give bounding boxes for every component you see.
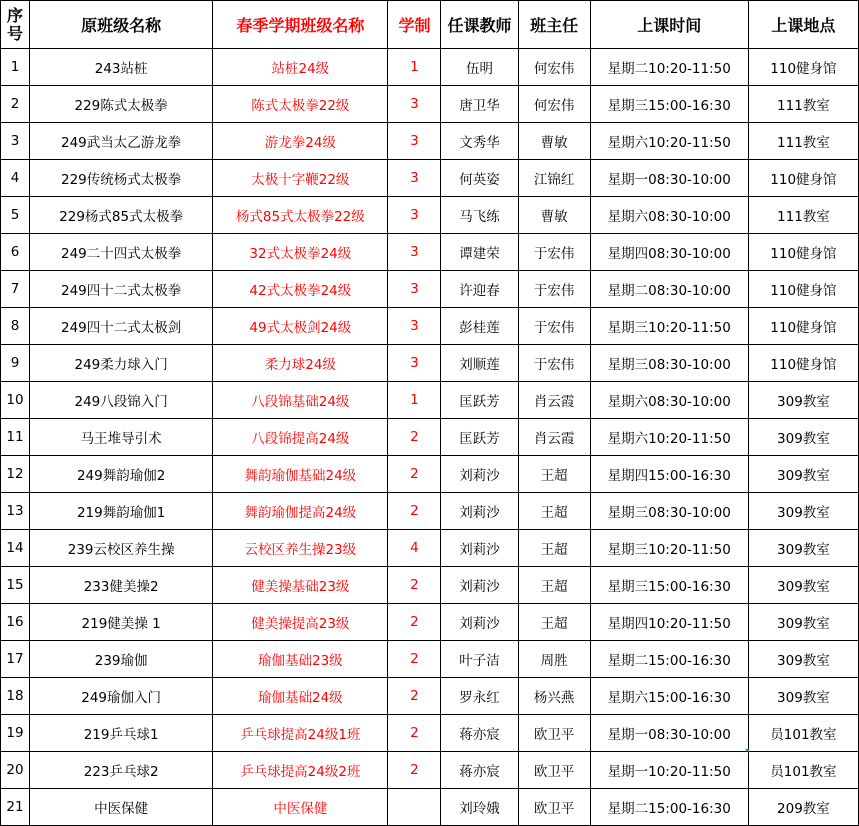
cell-teacher[interactable]: 刘顺莲 (441, 345, 518, 382)
header-teacher: 任课教师 (441, 1, 518, 49)
cell-spring-name[interactable]: 舞韵瑜伽基础24级 (213, 456, 388, 493)
cell-original-name[interactable]: 249柔力球入门 (30, 345, 213, 382)
cell-head-teacher[interactable]: 于宏伟 (518, 308, 590, 345)
cell-location[interactable]: 309教室 (748, 419, 858, 456)
cell-spring-name[interactable]: 42式太极拳24级 (213, 271, 388, 308)
cell-term[interactable] (388, 789, 441, 826)
cell-head-teacher[interactable]: 于宏伟 (518, 234, 590, 271)
cell-term[interactable]: 3 (388, 160, 441, 197)
cell-term[interactable]: 2 (388, 715, 441, 752)
cell-time[interactable]: 星期二08:30-10:00 (590, 271, 748, 308)
cell-spring-name[interactable]: 中医保健 (213, 789, 388, 826)
cell-head-teacher[interactable]: 王超 (518, 567, 590, 604)
cell-location[interactable]: 309教室 (748, 567, 858, 604)
cell-head-teacher[interactable]: 周胜 (518, 641, 590, 678)
cell-original-name[interactable]: 马王堆导引术 (30, 419, 213, 456)
cell-teacher[interactable]: 刘玲娥 (441, 789, 518, 826)
cell-comment-marker (745, 749, 749, 753)
header-row (1, 1, 859, 49)
cell-original-name[interactable]: 229陈式太极拳 (30, 86, 213, 123)
cell-location[interactable]: 309教室 (748, 530, 858, 567)
cell-term[interactable]: 2 (388, 493, 441, 530)
cell-head-teacher[interactable]: 江锦红 (518, 160, 590, 197)
cell-term[interactable]: 2 (388, 752, 441, 789)
cell-location[interactable]: 110健身馆 (748, 234, 858, 271)
cell-time[interactable]: 星期三10:20-11:50 (590, 308, 748, 345)
cell-teacher[interactable]: 匡跃芳 (441, 419, 518, 456)
cell-index[interactable]: 6 (1, 234, 30, 271)
cell-head-teacher[interactable]: 于宏伟 (518, 271, 590, 308)
cell-original-name[interactable]: 219乒乓球1 (30, 715, 213, 752)
cell-teacher[interactable]: 彭桂莲 (441, 308, 518, 345)
cell-term[interactable]: 3 (388, 345, 441, 382)
cell-index[interactable]: 3 (1, 123, 30, 160)
table-row (1, 641, 859, 678)
cell-head-teacher[interactable]: 杨兴燕 (518, 678, 590, 715)
cell-spring-name[interactable]: 八段锦基础24级 (213, 382, 388, 419)
cell-term[interactable]: 2 (388, 604, 441, 641)
cell-index[interactable]: 17 (1, 641, 30, 678)
cell-original-name[interactable]: 中医保健 (30, 789, 213, 826)
cell-location[interactable]: 110健身馆 (748, 49, 858, 86)
cell-index[interactable]: 10 (1, 382, 30, 419)
cell-location[interactable]: 110健身馆 (748, 345, 858, 382)
cell-term[interactable]: 3 (388, 123, 441, 160)
table-row (1, 419, 859, 456)
cell-time[interactable]: 星期三10:20-11:50 (590, 530, 748, 567)
cell-location[interactable]: 110健身馆 (748, 271, 858, 308)
cell-spring-name[interactable]: 健美操提高23级 (213, 604, 388, 641)
cell-term[interactable]: 2 (388, 678, 441, 715)
table-row (1, 382, 859, 419)
table-row (1, 530, 859, 567)
cell-location[interactable]: 309教室 (748, 604, 858, 641)
cell-teacher[interactable]: 文秀华 (441, 123, 518, 160)
cell-location[interactable]: 111教室 (748, 86, 858, 123)
cell-teacher[interactable]: 谭建荣 (441, 234, 518, 271)
cell-original-name[interactable]: 239瑜伽 (30, 641, 213, 678)
cell-spring-name[interactable]: 陈式太极拳22级 (213, 86, 388, 123)
cell-term[interactable]: 2 (388, 419, 441, 456)
cell-location[interactable]: 110健身馆 (748, 308, 858, 345)
cell-location[interactable]: 309教室 (748, 456, 858, 493)
table-row (1, 789, 859, 826)
cell-spring-name[interactable]: 站桩24级 (213, 49, 388, 86)
cell-head-teacher[interactable]: 欧卫平 (518, 715, 590, 752)
cell-original-name[interactable]: 249四十二式太极剑 (30, 308, 213, 345)
table-row (1, 308, 859, 345)
cell-term[interactable]: 1 (388, 49, 441, 86)
cell-head-teacher[interactable]: 王超 (518, 604, 590, 641)
cell-spring-name[interactable]: 云校区养生操23级 (213, 530, 388, 567)
cell-spring-name[interactable]: 柔力球24级 (213, 345, 388, 382)
header-index: 序号 (1, 1, 30, 49)
cell-time[interactable]: 星期三08:30-10:00 (590, 493, 748, 530)
cell-index[interactable]: 13 (1, 493, 30, 530)
cell-location[interactable]: 209教室 (748, 789, 858, 826)
header-head-teacher: 班主任 (518, 1, 590, 49)
cell-spring-name[interactable]: 瑜伽基础24级 (213, 678, 388, 715)
cell-location[interactable]: 309教室 (748, 641, 858, 678)
table-body (1, 49, 859, 826)
header-spring-name: 春季学期班级名称 (213, 1, 388, 49)
cell-spring-name[interactable]: 49式太极剑24级 (213, 308, 388, 345)
cell-location[interactable]: 111教室 (748, 123, 858, 160)
cell-teacher[interactable]: 刘莉沙 (441, 456, 518, 493)
cell-term[interactable]: 1 (388, 382, 441, 419)
cell-original-name[interactable]: 249武当太乙游龙拳 (30, 123, 213, 160)
cell-index[interactable]: 1 (1, 49, 30, 86)
cell-head-teacher[interactable]: 王超 (518, 456, 590, 493)
cell-original-name[interactable]: 219舞韵瑜伽1 (30, 493, 213, 530)
cell-head-teacher[interactable]: 何宏伟 (518, 49, 590, 86)
cell-spring-name[interactable]: 瑜伽基础23级 (213, 641, 388, 678)
cell-spring-name[interactable]: 八段锦提高24级 (213, 419, 388, 456)
cell-time[interactable]: 星期三08:30-10:00 (590, 345, 748, 382)
table-row (1, 493, 859, 530)
table-row (1, 752, 859, 789)
cell-spring-name[interactable]: 游龙拳24级 (213, 123, 388, 160)
cell-original-name[interactable]: 249八段锦入门 (30, 382, 213, 419)
header-original-name: 原班级名称 (30, 1, 213, 49)
cell-head-teacher[interactable]: 欧卫平 (518, 789, 590, 826)
cell-index[interactable]: 2 (1, 86, 30, 123)
cell-original-name[interactable]: 219健美操 1 (30, 604, 213, 641)
cell-teacher[interactable]: 刘莉沙 (441, 493, 518, 530)
cell-teacher[interactable]: 刘莉沙 (441, 530, 518, 567)
cell-time[interactable]: 星期六08:30-10:00 (590, 382, 748, 419)
cell-index[interactable]: 21 (1, 789, 30, 826)
cell-time[interactable]: 星期四15:00-16:30 (590, 456, 748, 493)
cell-term[interactable]: 3 (388, 308, 441, 345)
cell-spring-name[interactable]: 太极十字鞭22级 (213, 160, 388, 197)
cell-head-teacher[interactable]: 于宏伟 (518, 345, 590, 382)
cell-index[interactable]: 4 (1, 160, 30, 197)
cell-original-name[interactable]: 249舞韵瑜伽2 (30, 456, 213, 493)
cell-index[interactable]: 15 (1, 567, 30, 604)
cell-teacher[interactable]: 匡跃芳 (441, 382, 518, 419)
cell-spring-name[interactable]: 舞韵瑜伽提高24级 (213, 493, 388, 530)
cell-index[interactable]: 16 (1, 604, 30, 641)
cell-index[interactable]: 12 (1, 456, 30, 493)
cell-teacher[interactable]: 罗永红 (441, 678, 518, 715)
cell-teacher[interactable]: 刘莉沙 (441, 604, 518, 641)
table-row (1, 86, 859, 123)
table-row (1, 604, 859, 641)
cell-spring-name[interactable]: 乒乓球提高24级1班 (213, 715, 388, 752)
table-row (1, 678, 859, 715)
cell-term[interactable]: 3 (388, 197, 441, 234)
cell-teacher[interactable]: 刘莉沙 (441, 567, 518, 604)
table-row (1, 456, 859, 493)
cell-index[interactable]: 7 (1, 271, 30, 308)
cell-teacher[interactable]: 伍明 (441, 49, 518, 86)
cell-original-name[interactable]: 243站桩 (30, 49, 213, 86)
cell-teacher[interactable]: 叶子洁 (441, 641, 518, 678)
cell-time[interactable]: 星期二15:00-16:30 (590, 641, 748, 678)
cell-term[interactable]: 2 (388, 641, 441, 678)
cell-location[interactable]: 309教室 (748, 493, 858, 530)
cell-spring-name[interactable]: 健美操基础23级 (213, 567, 388, 604)
cell-location[interactable]: 111教室 (748, 197, 858, 234)
cell-original-name[interactable]: 239云校区养生操 (30, 530, 213, 567)
cell-teacher[interactable]: 蒋亦宸 (441, 752, 518, 789)
cell-teacher[interactable]: 蒋亦宸 (441, 715, 518, 752)
cell-term[interactable]: 3 (388, 234, 441, 271)
cell-term[interactable]: 3 (388, 86, 441, 123)
table-row (1, 271, 859, 308)
cell-head-teacher[interactable]: 欧卫平 (518, 752, 590, 789)
cell-index[interactable]: 20 (1, 752, 30, 789)
cell-time[interactable]: 星期三15:00-16:30 (590, 567, 748, 604)
cell-time[interactable]: 星期一08:30-10:00 (590, 160, 748, 197)
cell-index[interactable]: 18 (1, 678, 30, 715)
cell-time[interactable]: 星期一10:20-11:50 (590, 752, 748, 789)
cell-teacher[interactable]: 唐卫华 (441, 86, 518, 123)
header-term: 学制 (388, 1, 441, 49)
cell-location[interactable]: 员101教室 (748, 752, 858, 789)
cell-time[interactable]: 星期一08:30-10:00 (590, 715, 748, 752)
table-row (1, 234, 859, 271)
cell-index[interactable]: 8 (1, 308, 30, 345)
table-row (1, 49, 859, 86)
cell-teacher[interactable]: 许迎春 (441, 271, 518, 308)
cell-location[interactable]: 309教室 (748, 382, 858, 419)
cell-time[interactable]: 星期三15:00-16:30 (590, 86, 748, 123)
cell-term[interactable]: 3 (388, 271, 441, 308)
cell-spring-name[interactable]: 32式太极拳24级 (213, 234, 388, 271)
cell-index[interactable]: 19 (1, 715, 30, 752)
cell-original-name[interactable]: 249二十四式太极拳 (30, 234, 213, 271)
cell-index[interactable]: 5 (1, 197, 30, 234)
header-location: 上课地点 (748, 1, 858, 49)
cell-index[interactable]: 14 (1, 530, 30, 567)
table-row (1, 715, 859, 752)
cell-time[interactable]: 星期二15:00-16:30 (590, 789, 748, 826)
table-row (1, 123, 859, 160)
cell-index[interactable]: 11 (1, 419, 30, 456)
cell-head-teacher[interactable]: 肖云霞 (518, 382, 590, 419)
table-row (1, 345, 859, 382)
cell-spring-name[interactable]: 杨式85式太极拳22级 (213, 197, 388, 234)
cell-time[interactable]: 星期六15:00-16:30 (590, 678, 748, 715)
cell-term[interactable]: 2 (388, 456, 441, 493)
cell-original-name[interactable]: 223乒乓球2 (30, 752, 213, 789)
cell-head-teacher[interactable]: 曹敏 (518, 123, 590, 160)
cell-original-name[interactable]: 249四十二式太极拳 (30, 271, 213, 308)
cell-head-teacher[interactable]: 何宏伟 (518, 86, 590, 123)
cell-head-teacher[interactable]: 曹敏 (518, 197, 590, 234)
cell-location[interactable]: 员101教室 (748, 715, 858, 752)
cell-time[interactable]: 星期六10:20-11:50 (590, 123, 748, 160)
table-row (1, 197, 859, 234)
cell-time[interactable]: 星期四10:20-11:50 (590, 604, 748, 641)
table-row (1, 567, 859, 604)
cell-original-name[interactable]: 229传统杨式太极拳 (30, 160, 213, 197)
cell-time[interactable]: 星期六08:30-10:00 (590, 197, 748, 234)
cell-term[interactable]: 2 (388, 567, 441, 604)
table-row (1, 160, 859, 197)
header-time: 上课时间 (590, 1, 748, 49)
cell-location[interactable]: 309教室 (748, 678, 858, 715)
cell-original-name[interactable]: 249瑜伽入门 (30, 678, 213, 715)
cell-index[interactable]: 9 (1, 345, 30, 382)
cell-teacher[interactable]: 马飞练 (441, 197, 518, 234)
cell-term[interactable]: 4 (388, 530, 441, 567)
cell-time[interactable]: 星期二10:20-11:50 (590, 49, 748, 86)
cell-head-teacher[interactable]: 王超 (518, 493, 590, 530)
cell-head-teacher[interactable]: 王超 (518, 530, 590, 567)
cell-time[interactable]: 星期四08:30-10:00 (590, 234, 748, 271)
cell-location[interactable]: 110健身馆 (748, 160, 858, 197)
cell-spring-name[interactable]: 乒乓球提高24级2班 (213, 752, 388, 789)
cell-original-name[interactable]: 233健美操2 (30, 567, 213, 604)
cell-teacher[interactable]: 何英姿 (441, 160, 518, 197)
cell-head-teacher[interactable]: 肖云霞 (518, 419, 590, 456)
cell-time[interactable]: 星期六10:20-11:50 (590, 419, 748, 456)
cell-original-name[interactable]: 229杨式85式太极拳 (30, 197, 213, 234)
